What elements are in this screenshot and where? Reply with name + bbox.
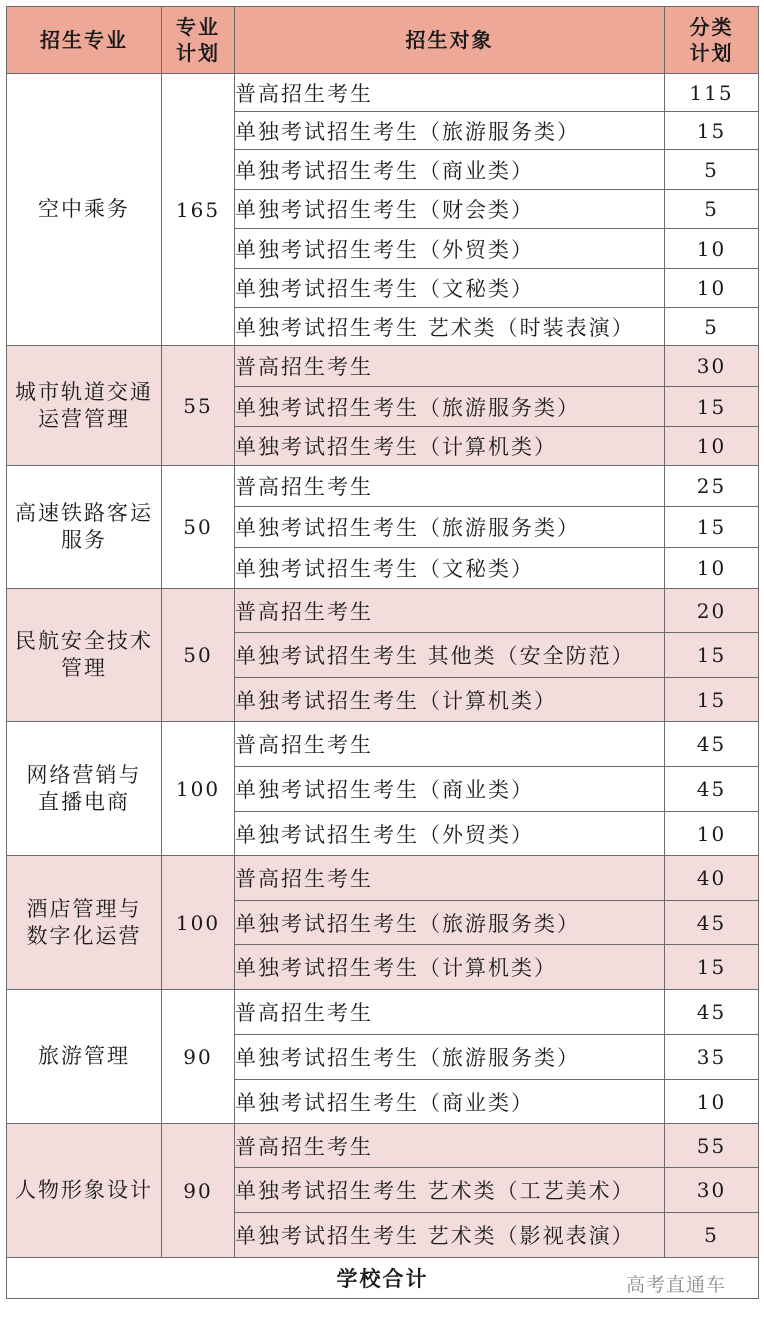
category-plan-cell: 30 xyxy=(665,346,759,387)
major-plan-cell: 100 xyxy=(162,722,235,856)
major-name-cell xyxy=(7,722,162,856)
enrollment-target-cell: 单独考试招生考生（旅游服务类） xyxy=(235,1035,665,1080)
category-plan-cell: 45 xyxy=(665,901,759,945)
enrollment-target-cell: 单独考试招生考生（文秘类） xyxy=(235,548,665,589)
category-plan-cell: 15 xyxy=(665,387,759,427)
table-row xyxy=(7,1124,759,1168)
major-name-line: 旅游管理 xyxy=(38,1044,130,1068)
category-plan-cell: 45 xyxy=(665,722,759,767)
enrollment-target-cell: 单独考试招生考生（旅游服务类） xyxy=(235,901,665,945)
header-major-plan-line2: 计划 xyxy=(176,41,220,65)
category-plan-cell: 5 xyxy=(665,308,759,346)
enrollment-target-cell: 单独考试招生考生（旅游服务类） xyxy=(235,112,665,150)
category-plan-cell: 15 xyxy=(665,945,759,990)
enrollment-target-cell: 单独考试招生考生（商业类） xyxy=(235,150,665,190)
category-plan-cell: 45 xyxy=(665,767,759,812)
major-name-line: 服务 xyxy=(61,528,107,552)
category-plan-cell: 115 xyxy=(665,74,759,112)
enrollment-target-cell: 单独考试招生考生 其他类（安全防范） xyxy=(235,633,665,678)
category-plan-cell: 10 xyxy=(665,1080,759,1124)
table-row xyxy=(7,74,759,112)
category-plan-cell: 35 xyxy=(665,1035,759,1080)
enrollment-target-cell: 单独考试招生考生（文秘类） xyxy=(235,269,665,308)
enrollment-target-cell: 单独考试招生考生（计算机类） xyxy=(235,427,665,466)
table-body xyxy=(7,74,759,1258)
school-total-label: 学校合计 xyxy=(7,1258,759,1299)
major-plan-cell: 55 xyxy=(162,346,235,466)
major-name-line: 直播电商 xyxy=(38,789,130,814)
major-plan-cell: 165 xyxy=(162,74,235,346)
major-name-cell xyxy=(7,589,162,722)
enrollment-target-cell: 单独考试招生考生（商业类） xyxy=(235,1080,665,1124)
major-name-cell xyxy=(7,1124,162,1258)
enrollment-target-cell: 单独考试招生考生 艺术类（影视表演） xyxy=(235,1213,665,1258)
enrollment-target-cell: 普高招生考生 xyxy=(235,722,665,767)
category-plan-cell: 10 xyxy=(665,812,759,856)
header-category-plan-line1: 分类 xyxy=(689,15,734,39)
major-plan-cell: 50 xyxy=(162,589,235,722)
major-name-line: 人物形象设计 xyxy=(15,1178,153,1202)
header-target: 招生对象 xyxy=(235,7,665,74)
enrollment-target-cell: 单独考试招生考生（计算机类） xyxy=(235,945,665,990)
category-plan-cell: 15 xyxy=(665,507,759,548)
header-category-plan-line2: 计划 xyxy=(689,41,734,65)
category-plan-cell: 10 xyxy=(665,427,759,466)
major-name-cell xyxy=(7,856,162,990)
major-name-line: 民航安全技术 xyxy=(15,629,153,653)
enrollment-target-cell: 普高招生考生 xyxy=(235,346,665,387)
category-plan-cell: 45 xyxy=(665,990,759,1035)
header-major-plan xyxy=(162,7,235,74)
category-plan-cell: 5 xyxy=(665,190,759,229)
table-row xyxy=(7,466,759,507)
header-major: 招生专业 xyxy=(7,7,162,74)
enrollment-target-cell: 普高招生考生 xyxy=(235,856,665,901)
major-name-cell xyxy=(7,74,162,346)
enrollment-target-cell: 单独考试招生考生（外贸类） xyxy=(235,229,665,269)
enrollment-target-cell: 单独考试招生考生 艺术类（工艺美术） xyxy=(235,1168,665,1213)
category-plan-cell: 20 xyxy=(665,589,759,633)
major-name-line: 网络营销与 xyxy=(26,762,142,787)
enrollment-plan-table xyxy=(6,6,759,1299)
category-plan-cell: 15 xyxy=(665,112,759,150)
major-name-line: 管理 xyxy=(61,656,107,680)
enrollment-target-cell: 单独考试招生考生（计算机类） xyxy=(235,678,665,722)
table-row xyxy=(7,346,759,387)
major-name-cell xyxy=(7,990,162,1124)
major-plan-cell: 90 xyxy=(162,990,235,1124)
enrollment-target-cell: 普高招生考生 xyxy=(235,74,665,112)
table-row xyxy=(7,722,759,767)
major-name-cell xyxy=(7,466,162,589)
table-row xyxy=(7,856,759,901)
major-name-line: 酒店管理与 xyxy=(26,896,142,921)
major-name-line: 数字化运营 xyxy=(26,923,142,948)
header-category-plan xyxy=(665,7,759,74)
major-plan-cell: 100 xyxy=(162,856,235,990)
enrollment-target-cell: 单独考试招生考生（财会类） xyxy=(235,190,665,229)
major-name-line: 运营管理 xyxy=(38,406,130,431)
major-plan-cell: 90 xyxy=(162,1124,235,1258)
category-plan-cell: 15 xyxy=(665,633,759,678)
major-name-cell xyxy=(7,346,162,466)
major-name-line: 高速铁路客运 xyxy=(15,501,153,525)
category-plan-cell: 15 xyxy=(665,678,759,722)
header-row xyxy=(7,7,759,74)
enrollment-target-cell: 单独考试招生考生（外贸类） xyxy=(235,812,665,856)
category-plan-cell: 10 xyxy=(665,548,759,589)
enrollment-target-cell: 单独考试招生考生（旅游服务类） xyxy=(235,387,665,427)
category-plan-cell: 5 xyxy=(665,1213,759,1258)
header-major-plan-line1: 专业 xyxy=(176,15,220,39)
category-plan-cell: 5 xyxy=(665,150,759,190)
enrollment-target-cell: 普高招生考生 xyxy=(235,589,665,633)
category-plan-cell: 10 xyxy=(665,229,759,269)
category-plan-cell: 10 xyxy=(665,269,759,308)
major-plan-cell: 50 xyxy=(162,466,235,589)
enrollment-target-cell: 单独考试招生考生 艺术类（时装表演） xyxy=(235,308,665,346)
enrollment-target-cell: 普高招生考生 xyxy=(235,1124,665,1168)
table-row xyxy=(7,589,759,633)
major-name-line: 城市轨道交通 xyxy=(15,379,153,404)
major-name-line: 空中乘务 xyxy=(38,197,130,221)
watermark-text: 高考直通车 xyxy=(626,1274,727,1296)
category-plan-cell: 30 xyxy=(665,1168,759,1213)
enrollment-target-cell: 单独考试招生考生（商业类） xyxy=(235,767,665,812)
table-row xyxy=(7,990,759,1035)
enrollment-target-cell: 普高招生考生 xyxy=(235,466,665,507)
category-plan-cell: 55 xyxy=(665,1124,759,1168)
enrollment-target-cell: 单独考试招生考生（旅游服务类） xyxy=(235,507,665,548)
category-plan-cell: 25 xyxy=(665,466,759,507)
enrollment-target-cell: 普高招生考生 xyxy=(235,990,665,1035)
category-plan-cell: 40 xyxy=(665,856,759,901)
